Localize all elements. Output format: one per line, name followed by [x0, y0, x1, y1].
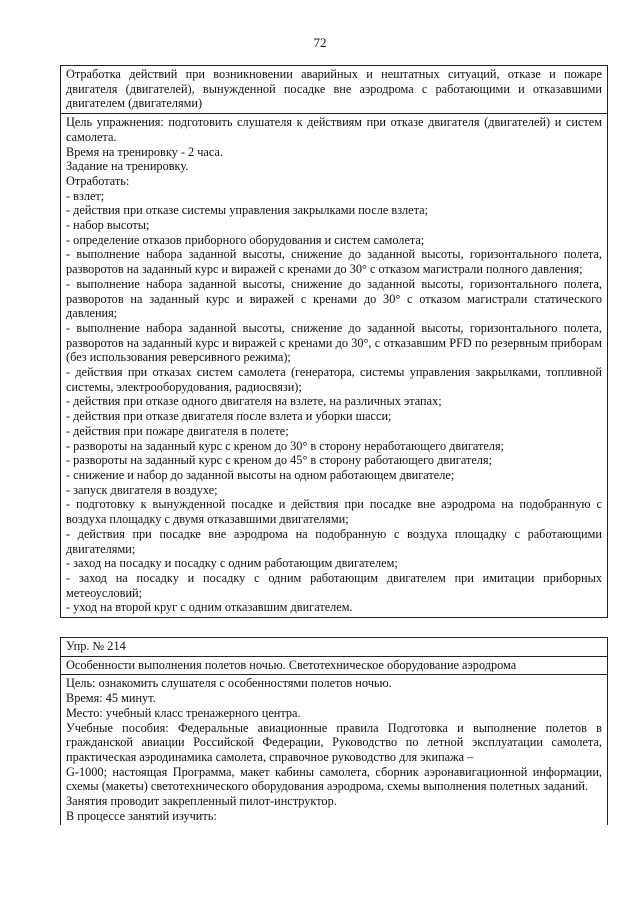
- body-line: - действия при отказе системы управления закрылками после взлета;: [66, 203, 429, 218]
- body-line: Учебные пособия: Федеральные авиационные правила Подготовка и выполнение полетов в гражданской авиации Российской Федерации, Руководство по летной эксплуатации самолета, практическая аэродинамика самолета, справочное руководство для экипажа –: [66, 720, 602, 764]
- exercise-header-text: Отработка действий при возникновении аварийных и нештатных ситуаций, отказе и пожаре двигателя (двигателей), вынужденной посадке вне аэродрома с работающими и отказавшими двигателем (двигателями): [66, 67, 602, 111]
- body-line: Занятия проводит закрепленный пилот-инструктор.: [66, 794, 337, 809]
- body-line: - определение отказов приборного оборудования и систем самолета;: [66, 232, 425, 247]
- body-line: - заход на посадку и посадку с одним работающим двигателем при имитации приборных метеоусловий;: [66, 570, 602, 600]
- body-line: - выполнение набора заданной высоты, снижение до заданной высоты, горизонтального полета, разворотов на заданный курс и виражей с кренами до 30° с отказом магистрали статического давления;: [66, 276, 602, 321]
- body-line: - уход на второй круг с одним отказавшим двигателем.: [66, 600, 353, 615]
- exercise-body: [61, 114, 607, 618]
- body-line: Цель упражнения: подготовить слушателя к действиям при отказе двигателя (двигателей) и систем самолета.: [66, 115, 602, 144]
- body-line: - взлет;: [66, 188, 105, 203]
- body-line: - выполнение набора заданной высоты, снижение до заданной высоты, горизонтального полета, разворотов на заданный курс и виражей с кренами до 30° с отказом магистрали полного давления;: [66, 247, 602, 277]
- body-line: Время: 45 минут.: [66, 691, 156, 706]
- body-line: - действия при пожаре двигателя в полете;: [66, 423, 289, 438]
- page-number: 72: [313, 35, 327, 50]
- body-line: G-1000; настоящая Программа, макет кабины самолета, сборник аэронавигационной информации, схемы (макеты) светотехнического оборудования аэродрома, схемы выполнения полетных заданий.: [66, 764, 602, 794]
- body-line: - развороты на заданный курс с креном до 30° в сторону неработающего двигателя;: [66, 438, 505, 453]
- exercise-header: [61, 65, 607, 114]
- body-line: Время на тренировку - 2 часа.: [66, 144, 224, 159]
- body-line: - развороты на заданный курс с креном до 45° в сторону работающего двигателя;: [66, 453, 493, 468]
- exercise-table-1: [60, 65, 608, 618]
- body-line: - действия при посадке вне аэродрома на подобранную с воздуха площадку с работающими двигателями;: [66, 526, 602, 556]
- exercise-title-row: [61, 657, 607, 676]
- exercise-table-2: [60, 637, 608, 825]
- body-line: Отработать:: [66, 173, 130, 188]
- body-line: В процессе занятий изучить:: [66, 808, 217, 823]
- body-line: Цель: ознакомить слушателя с особенностями полетов ночью.: [66, 676, 392, 691]
- body-line: - подготовку к вынужденной посадке и действия при посадке вне аэродрома на подобранную с воздуха площадку с двумя отказавшими двигателями;: [66, 497, 602, 527]
- body-line: - выполнение набора заданной высоты, снижение до заданной высоты, горизонтального полета, разворотов на заданный курс и виражей с кренами до 30°, с отказавшим PFD по резервным приборам (без использования реверсивного режима);: [66, 320, 602, 365]
- body-line: - действия при отказе одного двигателя на взлете, на различных этапах;: [66, 394, 442, 409]
- exercise-title: Особенности выполнения полетов ночью. Светотехническое оборудование аэродрома: [66, 657, 517, 672]
- body-line: - набор высоты;: [66, 218, 150, 233]
- body-line: - заход на посадку и посадку с одним работающим двигателем;: [66, 556, 398, 571]
- body-line: Место: учебный класс тренажерного центра.: [66, 705, 301, 720]
- body-line: - действия при отказах систем самолета (генератора, системы управления закрылками, топливной системы, электрооборудования, радиосвязи);: [66, 365, 602, 394]
- exercise-number-row: [61, 637, 607, 657]
- exercise-number: Упр. № 214: [66, 639, 126, 653]
- exercise-body-2: [61, 675, 607, 825]
- body-line: Задание на тренировку.: [66, 159, 189, 174]
- body-line: - действия при отказе двигателя после взлета и уборки шасси;: [66, 409, 392, 424]
- body-line: - снижение и набор до заданной высоты на одном работающем двигателе;: [66, 467, 455, 482]
- body-line: - запуск двигателя в воздухе;: [66, 482, 218, 497]
